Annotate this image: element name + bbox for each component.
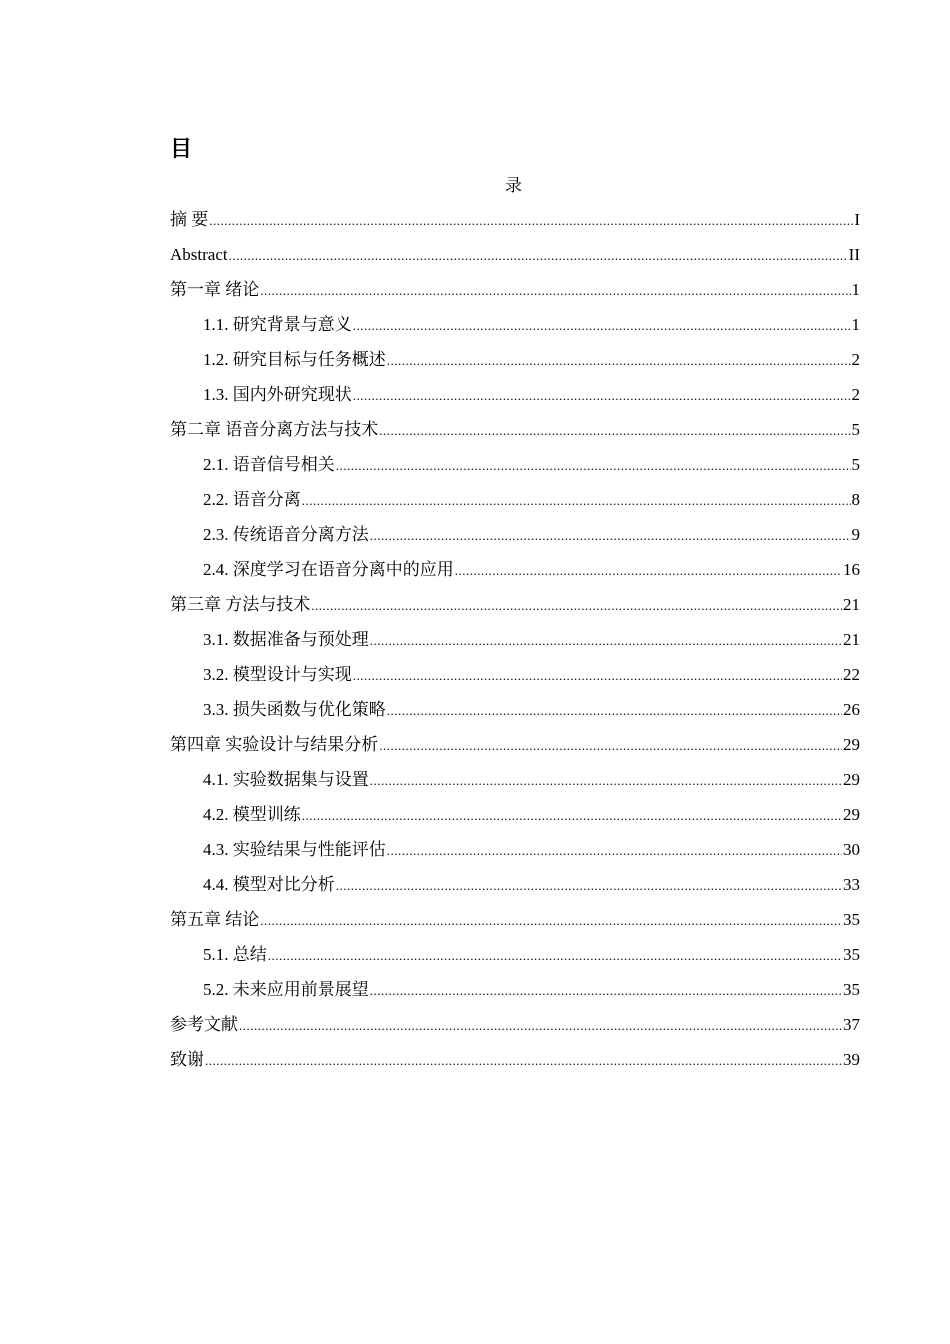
toc-entry-section[interactable]	[170, 489, 860, 524]
toc-entry-section[interactable]	[170, 349, 860, 384]
toc-entry-chapter[interactable]	[170, 244, 860, 279]
toc-entry-label: 2.1. 语音信号相关	[203, 455, 335, 474]
toc-entry-label: 参考文献	[170, 1015, 238, 1034]
toc-entry-page-number: 21	[843, 630, 860, 649]
toc-entry-section[interactable]	[170, 979, 860, 1014]
toc-dot-leader	[379, 735, 842, 757]
toc-dot-leader	[353, 315, 851, 337]
toc-entry-label: 1.2. 研究目标与任务概述	[203, 350, 386, 369]
toc-entry-label: 第五章 结论	[170, 910, 260, 929]
toc-entry-section[interactable]	[170, 314, 860, 349]
toc-entry-page-number: 8	[851, 490, 860, 509]
toc-entry-section[interactable]	[170, 944, 860, 979]
toc-entry-label: Abstract	[170, 245, 228, 264]
toc-entry-section[interactable]	[170, 629, 860, 664]
toc-entry-page-number: 2	[851, 350, 860, 369]
toc-entry-section[interactable]	[170, 839, 860, 874]
toc-dot-leader	[379, 420, 850, 442]
toc-entry-page-number: 9	[851, 525, 860, 544]
toc-entry-chapter[interactable]	[170, 1014, 860, 1049]
toc-dot-leader	[302, 490, 851, 512]
toc-dot-leader	[370, 630, 842, 652]
toc-entry-label: 4.3. 实验结果与性能评估	[203, 840, 386, 859]
toc-entry-page-number: 37	[843, 1015, 860, 1034]
toc-entry-page-number: 22	[843, 665, 860, 684]
toc-entry-page-number: 1	[851, 280, 860, 299]
toc-dot-leader	[370, 770, 842, 792]
toc-dot-leader	[370, 980, 842, 1002]
toc-entry-label: 2.4. 深度学习在语音分离中的应用	[203, 560, 454, 579]
toc-dot-leader	[387, 840, 842, 862]
toc-entry-label: 摘 要	[170, 210, 209, 229]
toc-entry-page-number: 5	[851, 420, 860, 439]
toc-dot-leader	[353, 385, 851, 407]
toc-entry-chapter[interactable]	[170, 734, 860, 769]
toc-dot-leader	[260, 280, 850, 302]
toc-dot-leader	[336, 455, 851, 477]
toc-dot-leader	[387, 350, 851, 372]
toc-dot-leader	[229, 245, 848, 267]
toc-entry-section[interactable]	[170, 524, 860, 559]
toc-dot-leader	[370, 525, 851, 547]
toc-entry-chapter[interactable]	[170, 419, 860, 454]
toc-entry-label: 第一章 绪论	[170, 280, 260, 299]
toc-entry-chapter[interactable]	[170, 909, 860, 944]
toc-entry-chapter[interactable]	[170, 209, 860, 244]
toc-dot-leader	[336, 875, 842, 897]
toc-dot-leader	[387, 700, 842, 722]
toc-entry-page-number: 33	[843, 875, 860, 894]
toc-entry-page-number: 29	[843, 735, 860, 754]
toc-entry-label: 第三章 方法与技术	[170, 595, 311, 614]
toc-dot-leader	[239, 1015, 842, 1037]
toc-entry-page-number: 29	[843, 770, 860, 789]
toc-entry-label: 第四章 实验设计与结果分析	[170, 735, 379, 754]
toc-entry-page-number: 30	[843, 840, 860, 859]
toc-entry-label: 1.1. 研究背景与意义	[203, 315, 352, 334]
toc-entry-section[interactable]	[170, 454, 860, 489]
toc-entry-section[interactable]	[170, 559, 860, 594]
toc-entry-page-number: 16	[843, 560, 860, 579]
toc-dot-leader	[353, 665, 842, 687]
toc-dot-leader	[205, 1050, 842, 1072]
toc-entry-chapter[interactable]	[170, 594, 860, 629]
toc-entry-section[interactable]	[170, 769, 860, 804]
toc-entry-section[interactable]	[170, 874, 860, 909]
toc-entry-label: 4.2. 模型训练	[203, 805, 301, 824]
toc-entry-section[interactable]	[170, 384, 860, 419]
toc-entry-page-number: 35	[843, 910, 860, 929]
toc-title-second-char: 录	[505, 176, 522, 195]
toc-entry-label: 5.2. 未来应用前景展望	[203, 980, 369, 999]
toc-entry-page-number: 35	[843, 945, 860, 964]
toc-entry-label: 1.3. 国内外研究现状	[203, 385, 352, 404]
toc-dot-leader	[209, 210, 853, 232]
toc-entry-page-number: 29	[843, 805, 860, 824]
toc-entry-page-number: 39	[843, 1050, 860, 1069]
toc-entry-label: 4.1. 实验数据集与设置	[203, 770, 369, 789]
toc-entry-label: 2.3. 传统语音分离方法	[203, 525, 369, 544]
toc-entry-label: 2.2. 语音分离	[203, 490, 301, 509]
toc-entry-page-number: 1	[851, 315, 860, 334]
toc-entry-page-number: 26	[843, 700, 860, 719]
toc-entry-page-number: 2	[851, 385, 860, 404]
toc-dot-leader	[260, 910, 842, 932]
toc-dot-leader	[302, 805, 842, 827]
toc-entry-label: 3.2. 模型设计与实现	[203, 665, 352, 684]
toc-entry-section[interactable]	[170, 699, 860, 734]
toc-dot-leader	[268, 945, 842, 967]
toc-entry-label: 第二章 语音分离方法与技术	[170, 420, 379, 439]
toc-entry-label: 4.4. 模型对比分析	[203, 875, 335, 894]
toc-entry-label: 5.1. 总结	[203, 945, 267, 964]
toc-dot-leader	[455, 560, 842, 582]
toc-entry-section[interactable]	[170, 804, 860, 839]
toc-entry-page-number: I	[854, 210, 860, 229]
toc-entry-page-number: II	[848, 245, 860, 264]
toc-entry-page-number: 21	[843, 595, 860, 614]
toc-entry-label: 3.1. 数据准备与预处理	[203, 630, 369, 649]
toc-entry-chapter[interactable]	[170, 279, 860, 314]
toc-entry-section[interactable]	[170, 664, 860, 699]
toc-title-first-char: 目	[170, 137, 193, 162]
toc-dot-leader	[311, 595, 842, 617]
toc-entry-label: 3.3. 损失函数与优化策略	[203, 700, 386, 719]
toc-entry-chapter[interactable]	[170, 1049, 860, 1084]
toc-entry-page-number: 35	[843, 980, 860, 999]
table-of-contents	[170, 209, 860, 1084]
toc-entry-label: 致谢	[170, 1050, 204, 1069]
toc-entry-page-number: 5	[851, 455, 860, 474]
